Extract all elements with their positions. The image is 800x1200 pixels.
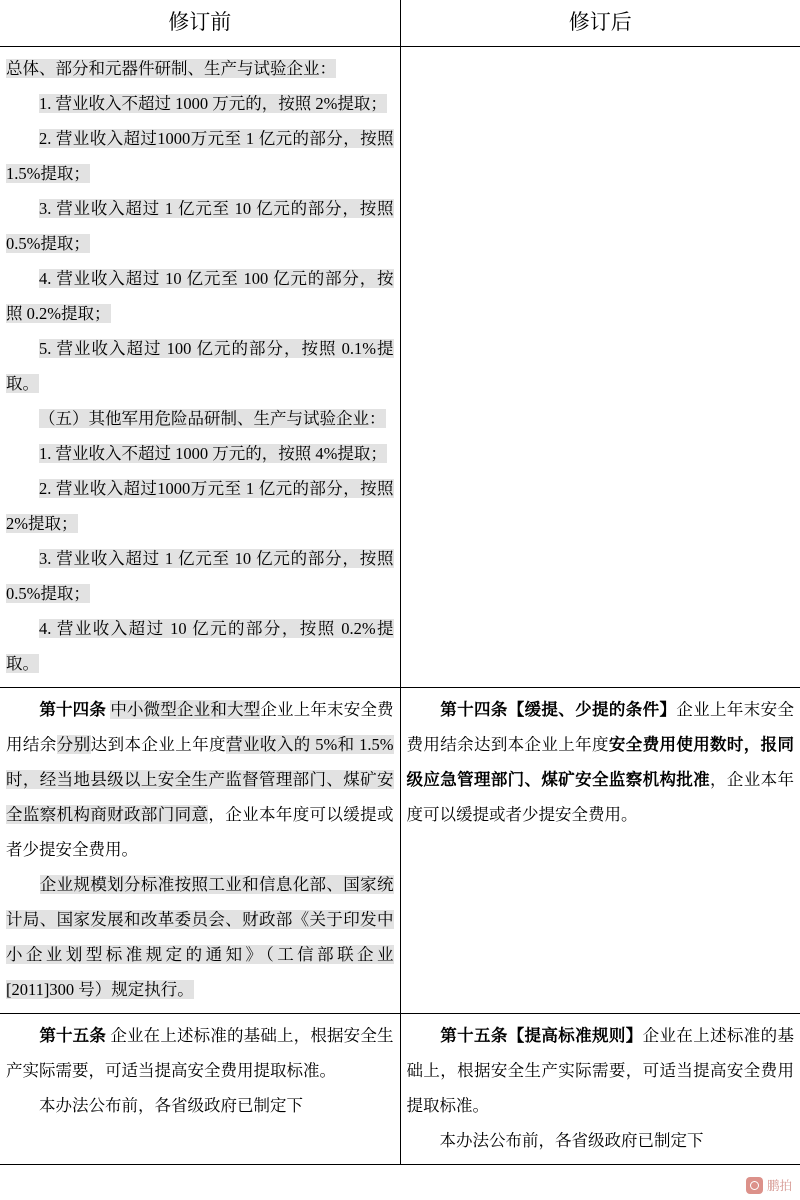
text-run: 达到本企业上年度	[90, 735, 227, 754]
paragraph-provision	[6, 401, 394, 436]
paragraph-provision	[6, 436, 394, 471]
text-run: 4. 营业收入超过 10 亿元至 100 亿元的部分，按照 0.2%提取；	[6, 269, 394, 323]
table-row	[0, 1014, 800, 1165]
paragraph-provision	[6, 471, 394, 541]
text-run: 企业在上述标准的基础上，根据安全生产实际需要，可适当提高安全费用提取标准。	[406, 1026, 795, 1115]
text-run	[6, 1096, 39, 1115]
text-run: 分别	[56, 735, 91, 754]
column-header-after: 修订后	[400, 0, 800, 47]
paragraph-before-15-1	[6, 1018, 394, 1088]
text-run	[407, 1026, 441, 1045]
paragraph-after-15-1	[407, 1018, 795, 1123]
paragraph-before-15-2	[6, 1088, 394, 1123]
cell-before-article-15	[0, 1014, 400, 1165]
text-run: 安全费用使用数时，报同级应急管理部门、煤矿安全监察机构批准	[406, 735, 795, 789]
text-run: 企业在上述标准的基础上，根据安全生产实际需要，可适当提高安全费用提取标准。	[6, 1026, 394, 1080]
text-run: ，企业本年度可以缓提或者少提安全费用。	[406, 770, 795, 824]
paragraph-before-14-2	[6, 867, 394, 1007]
cell-before-article-14	[0, 688, 400, 1014]
text-run: 2. 营业收入超过1000万元至 1 亿元的部分，按照 2%提取；	[6, 479, 394, 533]
text-run: 中小微型企业和大型	[110, 700, 261, 719]
table-row	[0, 688, 800, 1014]
text-run: 第十四条	[39, 700, 107, 719]
text-run: 4. 营业收入超过 10 亿元的部分，按照 0.2%提取。	[6, 619, 394, 673]
paragraph-after-15-2	[407, 1123, 795, 1158]
text-run: 企业上年末安全费用结余	[6, 700, 394, 754]
paragraph-provision	[6, 331, 394, 401]
cell-after-article-15	[400, 1014, 800, 1165]
cell-after-provisions	[400, 47, 800, 688]
text-run	[6, 875, 40, 894]
text-run: 1. 营业收入不超过 1000 万元的，按照 4%提取；	[39, 444, 387, 463]
text-run: ，企业本年度可以缓提或者少提安全费用。	[6, 805, 394, 859]
text-run: 第十五条	[39, 1026, 107, 1045]
text-run	[6, 1026, 39, 1045]
column-header-before: 修订前	[0, 0, 400, 47]
paragraph-provision	[6, 51, 394, 86]
watermark-label: 鹏拍	[766, 1179, 792, 1193]
text-run: （五）其他军用危险品研制、生产与试验企业：	[39, 409, 386, 428]
paragraph-provision	[6, 191, 394, 261]
text-run: 3. 营业收入超过 1 亿元至 10 亿元的部分，按照 0.5%提取；	[6, 199, 394, 253]
paragraph-before-14-1	[6, 692, 394, 867]
watermark	[746, 1176, 792, 1194]
paragraph-provision	[6, 86, 394, 121]
paragraph-after-14-1	[407, 692, 795, 832]
text-run	[407, 1131, 440, 1150]
camera-icon	[746, 1177, 763, 1194]
text-run: 企业规模划分标准按照工业和信息化部、国家统计局、国家发展和改革委员会、财政部《关于印发中小企业划型标准规定的通知》（工信部联企业[2011]300 号）规定执行。	[6, 875, 394, 999]
text-run: 5. 营业收入超过 100 亿元的部分，按照 0.1%提取。	[6, 339, 394, 393]
text-run: 总体、部分和元器件研制、生产与试验企业：	[6, 59, 336, 78]
text-run: 1. 营业收入不超过 1000 万元的，按照 2%提取；	[39, 94, 387, 113]
text-run: 营业收入的 5%和 1.5%时，经当地县级以上安全生产监督管理部门、煤矿安全监察机构商财政部门同意	[6, 735, 394, 824]
text-run: 第十四条【缓提、少提的条件】	[440, 700, 677, 719]
text-run: 3. 营业收入超过 1 亿元至 10 亿元的部分，按照 0.5%提取；	[6, 549, 394, 603]
text-run: 企业上年末安全费用结余达到本企业上年度	[406, 700, 795, 754]
paragraph-provision	[6, 261, 394, 331]
text-run: 本办法公布前，各省级政府已制定下	[439, 1131, 704, 1150]
paragraph-provision	[6, 121, 394, 191]
cell-before-provisions	[0, 47, 400, 688]
text-run: 本办法公布前，各省级政府已制定下	[39, 1096, 303, 1115]
text-run: 2. 营业收入超过1000万元至 1 亿元的部分，按照 1.5%提取；	[6, 129, 394, 183]
text-run	[6, 700, 39, 719]
paragraph-provision	[6, 541, 394, 611]
table-row	[0, 47, 800, 688]
table-header-row	[0, 0, 800, 47]
text-run	[407, 700, 441, 719]
paragraph-provision	[6, 611, 394, 681]
cell-after-article-14	[400, 688, 800, 1014]
text-run: 第十五条【提高标准规则】	[440, 1026, 643, 1045]
